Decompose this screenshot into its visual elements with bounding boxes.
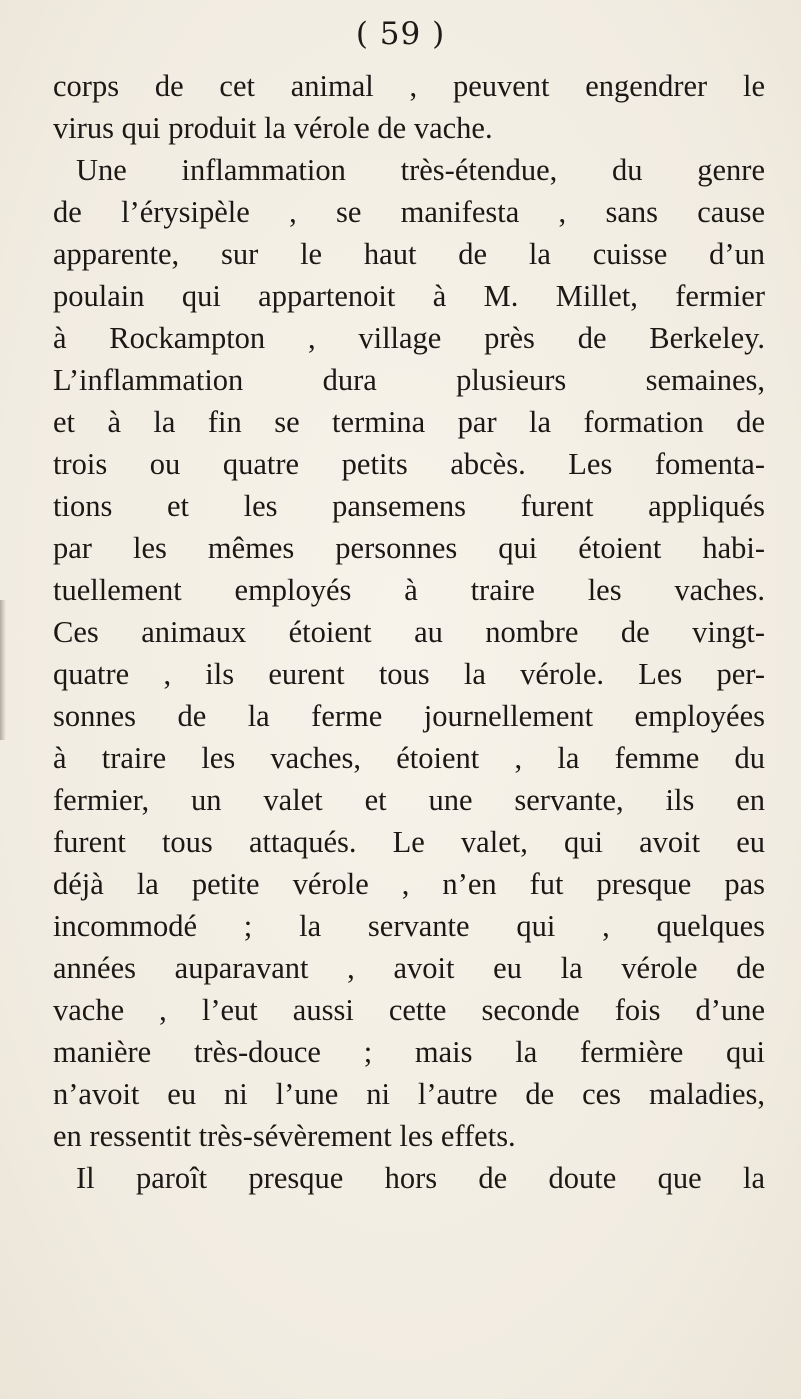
page-number: ( 59 ) [355,16,446,52]
text-line: L’inflammation dura plusieurs semaines, [53,363,765,397]
text-line: manière très-douce ; mais la fermière qui [53,1035,765,1069]
text-line: quatre , ils eurent tous la vérole. Les per- [53,657,765,691]
text-line: trois ou quatre petits abcès. Les fomenta- [53,447,765,481]
text-line: par les mêmes personnes qui étoient habi- [53,531,765,565]
text-line: furent tous attaqués. Le valet, qui avoit eu [53,825,765,859]
text-line: apparente, sur le haut de la cuisse d’un [53,237,765,271]
text-line: de l’érysipèle , se manifesta , sans cause [53,195,765,229]
text-line: déjà la petite vérole , n’en fut presque pas [53,867,765,901]
text-line: vache , l’eut aussi cette seconde fois d’une [53,993,765,1027]
text-line: virus qui produit la vérole de vache. [53,111,493,145]
text-line: corps de cet animal , peuvent engendrer le [53,69,765,103]
text-line: et à la fin se termina par la formation de [53,405,765,439]
text-line: incommodé ; la servante qui , quelques [53,909,765,943]
text-line: tions et les pansemens furent appliqués [53,489,765,523]
text-line: poulain qui appartenoit à M. Millet, fermier [53,279,765,313]
text-line: tuellement employés à traire les vaches. [53,573,765,607]
text-line: n’avoit eu ni l’une ni l’autre de ces maladies, [53,1077,765,1111]
body-text [53,65,765,1199]
text-line: Une inflammation très-étendue, du genre [76,153,765,187]
text-line: à Rockampton , village près de Berkeley. [53,321,765,355]
text-line: à traire les vaches, étoient , la femme du [53,741,765,775]
text-line: fermier, un valet et une servante, ils en [53,783,765,817]
binding-shadow [0,600,6,740]
text-line: en ressentit très-sévèrement les effets. [53,1119,516,1153]
text-line: sonnes de la ferme journellement employées [53,699,765,733]
text-line: Ces animaux étoient au nombre de vingt- [53,615,765,649]
text-line: Il paroît presque hors de doute que la [76,1161,765,1195]
text-line: années auparavant , avoit eu la vérole de [53,951,765,985]
